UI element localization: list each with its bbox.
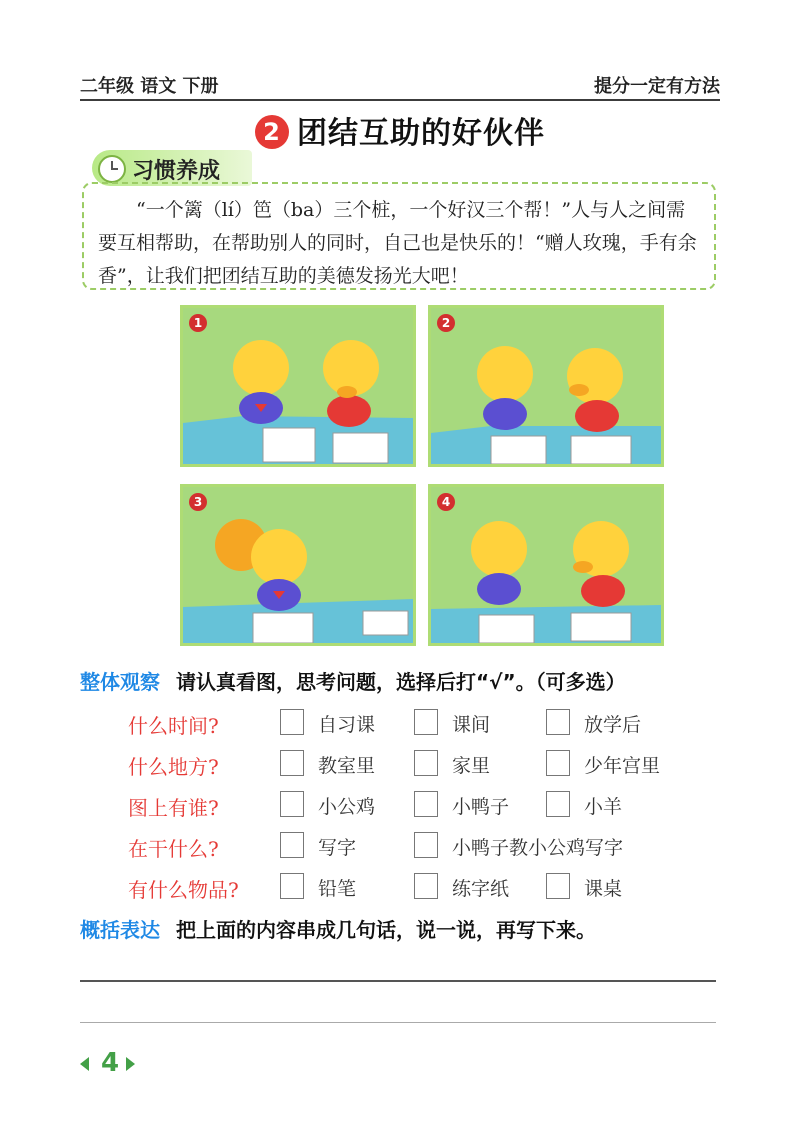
- checkbox[interactable]: [414, 750, 438, 776]
- observe-instruction: [80, 666, 730, 695]
- clock-icon: [98, 155, 126, 183]
- checkbox[interactable]: [546, 791, 570, 817]
- question-label: 什么地方?: [128, 755, 219, 779]
- panel-number: 3: [189, 493, 207, 511]
- question-row-items: [128, 872, 728, 904]
- checkbox[interactable]: [414, 791, 438, 817]
- option-label: 少年宫里: [584, 755, 661, 777]
- comic-panel-3: [180, 484, 416, 646]
- book-info: 二年级 语文 下册: [80, 76, 219, 97]
- option-label: 课桌: [584, 878, 623, 900]
- habit-text-box: [82, 182, 716, 290]
- comic-illustration-4: [431, 487, 661, 643]
- option-label: 小鸭子教小公鸡写字: [452, 837, 624, 859]
- page-number-text: 4: [100, 1048, 120, 1078]
- writing-line[interactable]: [80, 1022, 716, 1023]
- lesson-title-text: 团结互助的好伙伴: [297, 116, 545, 151]
- option-label: 家里: [452, 755, 491, 777]
- comic-illustration-3: [183, 487, 413, 643]
- header-divider: [80, 99, 720, 101]
- question-row-time: [128, 708, 728, 740]
- question-label: 有什么物品?: [128, 878, 239, 902]
- comic-illustration-1: [183, 308, 413, 464]
- comic-panel-1: [180, 305, 416, 467]
- checkbox[interactable]: [546, 709, 570, 735]
- lesson-number-badge: 2: [255, 115, 289, 149]
- express-instruction: [80, 914, 730, 943]
- habit-section-label: 习惯养成: [132, 159, 221, 184]
- panel-number: 4: [437, 493, 455, 511]
- checkbox[interactable]: [280, 832, 304, 858]
- lesson-title: [0, 108, 800, 152]
- question-row-who: [128, 790, 728, 822]
- option-label: 放学后: [584, 714, 642, 736]
- checkbox[interactable]: [414, 832, 438, 858]
- comic-illustration-2: [431, 308, 661, 464]
- habit-section-tag: [92, 150, 252, 186]
- panel-number: 2: [437, 314, 455, 332]
- option-label: 小羊: [584, 796, 623, 818]
- question-row-doing: [128, 831, 728, 863]
- comic-panel-4: [428, 484, 664, 646]
- option-label: 教室里: [318, 755, 376, 777]
- option-label: 课间: [452, 714, 491, 736]
- page-header: [80, 68, 720, 98]
- checkbox[interactable]: [280, 750, 304, 776]
- arrow-right-icon: [126, 1057, 135, 1071]
- express-instruction-text: 把上面的内容串成几句话，说一说，再写下来。: [176, 918, 596, 942]
- habit-text: “一个篱（lí）笆（ba）三个桩，一个好汉三个帮！”人与人之间需要互相帮助，在帮助别人的同时，自己也是快乐的！“赠人玫瑰，手有余香”，让我们把团结互助的美德发扬光大吧！: [98, 199, 697, 287]
- option-label: 写字: [318, 837, 357, 859]
- checkbox[interactable]: [414, 873, 438, 899]
- checkbox[interactable]: [546, 750, 570, 776]
- question-row-place: [128, 749, 728, 781]
- question-label: 什么时间?: [128, 714, 219, 738]
- checkbox[interactable]: [280, 791, 304, 817]
- arrow-left-icon: [80, 1057, 89, 1071]
- checkbox[interactable]: [414, 709, 438, 735]
- option-label: 小鸭子: [452, 796, 510, 818]
- option-label: 铅笔: [318, 878, 357, 900]
- option-label: 练字纸: [452, 878, 510, 900]
- panel-number: 1: [189, 314, 207, 332]
- option-label: 小公鸡: [318, 796, 376, 818]
- series-slogan: 提分一定有方法: [594, 76, 720, 97]
- writing-line[interactable]: [80, 980, 716, 982]
- checkbox[interactable]: [546, 873, 570, 899]
- checkbox[interactable]: [280, 873, 304, 899]
- option-label: 自习课: [318, 714, 376, 736]
- observe-instruction-text: 请认真看图，思考问题，选择后打“√”。（可多选）: [176, 670, 626, 694]
- express-label: 概括表达: [80, 918, 160, 942]
- question-label: 图上有谁?: [128, 796, 219, 820]
- observe-label: 整体观察: [80, 670, 160, 694]
- checkbox[interactable]: [280, 709, 304, 735]
- question-label: 在干什么?: [128, 837, 219, 861]
- comic-panel-2: [428, 305, 664, 467]
